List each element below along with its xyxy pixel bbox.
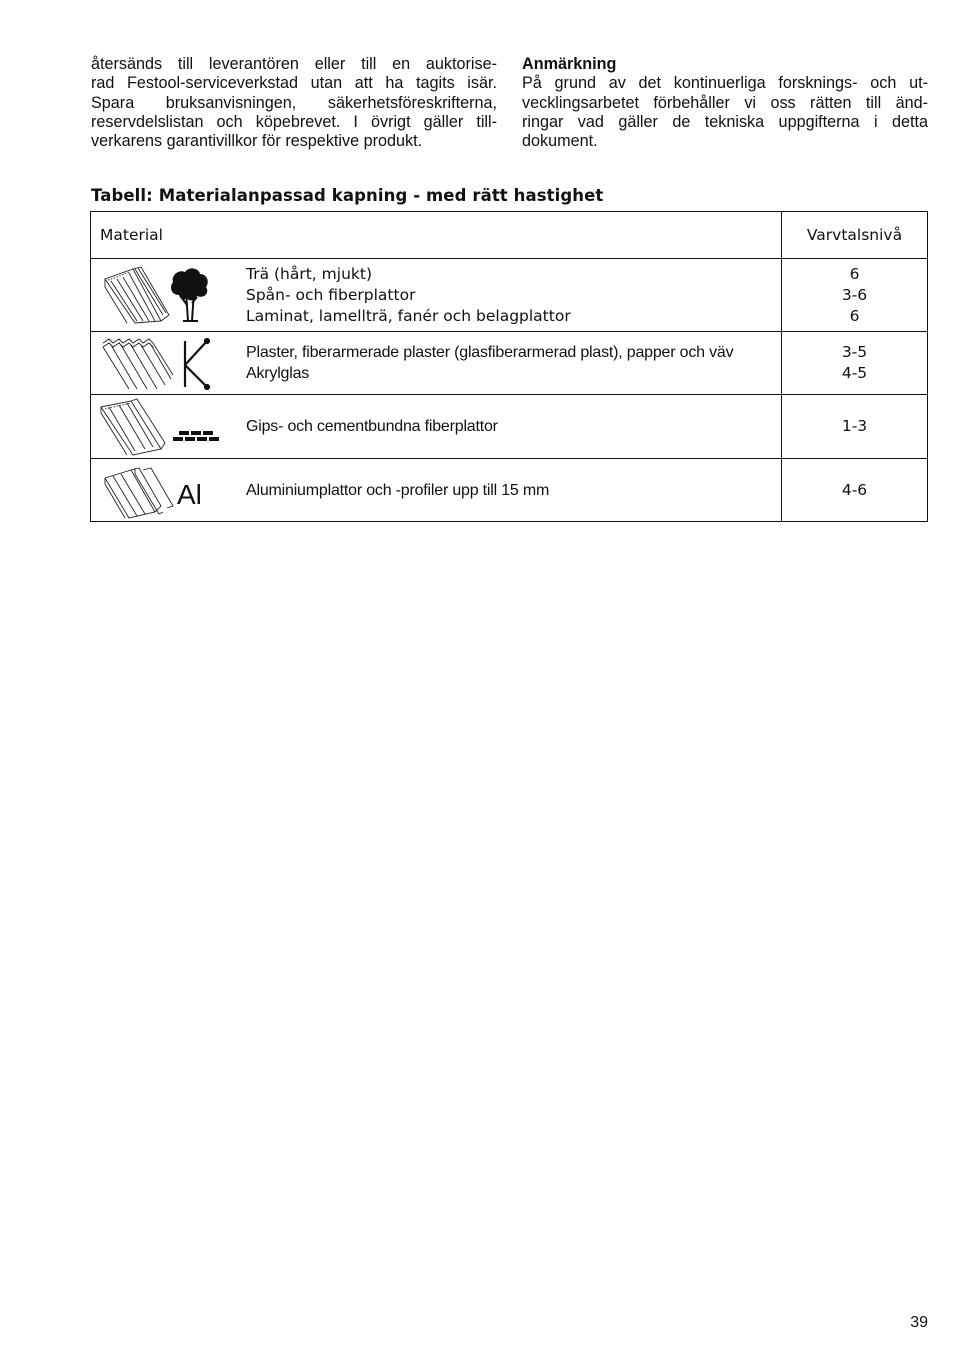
gypsum-board-icon [101, 399, 165, 455]
note-line: ringar vad gäller de tekniska uppgifterna i detta [522, 112, 928, 131]
intro-left-column [91, 55, 497, 151]
intro-left-line: Spara bruksanvisningen, säkerhetsföreskrifterna, [91, 93, 497, 112]
aluminium-symbol: Al [177, 479, 202, 510]
material-cell [91, 259, 782, 332]
row-icons [91, 333, 246, 393]
note-heading: Anmärkning [522, 55, 617, 73]
material-name: Akrylglas [246, 365, 310, 382]
intro-left-line: återsänds till leverantören eller till en auktorise- [91, 55, 497, 73]
table-row [91, 332, 928, 395]
speed-value: 4-5 [841, 364, 868, 382]
material-name: Gips- och cementbundna fiberplattor [246, 418, 498, 435]
note-line: På grund av det kontinuerliga forsknings- och ut- [522, 74, 928, 93]
header-speed: Varvtalsnivå [782, 212, 928, 259]
header-material: Material [91, 212, 782, 259]
intro-left-line: verkarens garantivillkor för respektive produkt. [91, 132, 423, 151]
row-icons [91, 397, 246, 457]
material-cell [91, 459, 782, 522]
speed-value: 3-6 [841, 285, 868, 304]
speed-value: 6 [849, 264, 860, 283]
material-name: Aluminiumplattor och -profiler upp till 15 mm [246, 481, 550, 499]
plastic-symbol-icon [185, 339, 209, 389]
material-cell [91, 332, 782, 395]
speed-value: 1-3 [841, 417, 868, 435]
bricks-icon [173, 431, 219, 441]
note-line: vecklingsarbetet förbehåller vi oss rätten till änd- [522, 93, 928, 112]
note-line: dokument. [522, 132, 598, 151]
speed-cell [782, 332, 928, 395]
note-column [522, 55, 928, 151]
tree-icon [171, 268, 208, 321]
table-row [91, 459, 928, 522]
corrugated-board-icon [103, 339, 173, 389]
speed-value: 6 [849, 306, 860, 325]
row-icons [91, 460, 246, 520]
intro-left-line: reservdelslistan och köpebrevet. I övrigt gäller till- [91, 112, 497, 131]
material-name: Trä (hårt, mjukt) [246, 264, 372, 283]
speed-value: 3-5 [841, 343, 868, 361]
row-icons [91, 265, 246, 325]
table-header-row [91, 212, 928, 259]
intro-left-line: rad Festool-serviceverkstad utan att ha tagits isär. [91, 74, 497, 93]
speed-cell [782, 459, 928, 522]
material-cell [91, 395, 782, 459]
wood-board-icon [105, 267, 169, 323]
material-name: Plaster, fiberarmerade plaster (glasfiberarmerad plast), papper och väv [246, 344, 734, 361]
speed-value: 4-6 [841, 480, 868, 499]
aluminium-profile-icon [105, 468, 173, 518]
table-row [91, 395, 928, 459]
material-speed-table [90, 211, 928, 522]
table-row [91, 259, 928, 332]
material-name: Spån- och fiberplattor [246, 285, 416, 304]
material-name: Laminat, lamellträ, fanér och belagplattor [246, 306, 571, 325]
speed-cell [782, 259, 928, 332]
speed-cell [782, 395, 928, 459]
table-title: Tabell: Materialanpassad kapning - med rätt hastighet [91, 186, 604, 205]
page-number: 39 [910, 1314, 928, 1331]
